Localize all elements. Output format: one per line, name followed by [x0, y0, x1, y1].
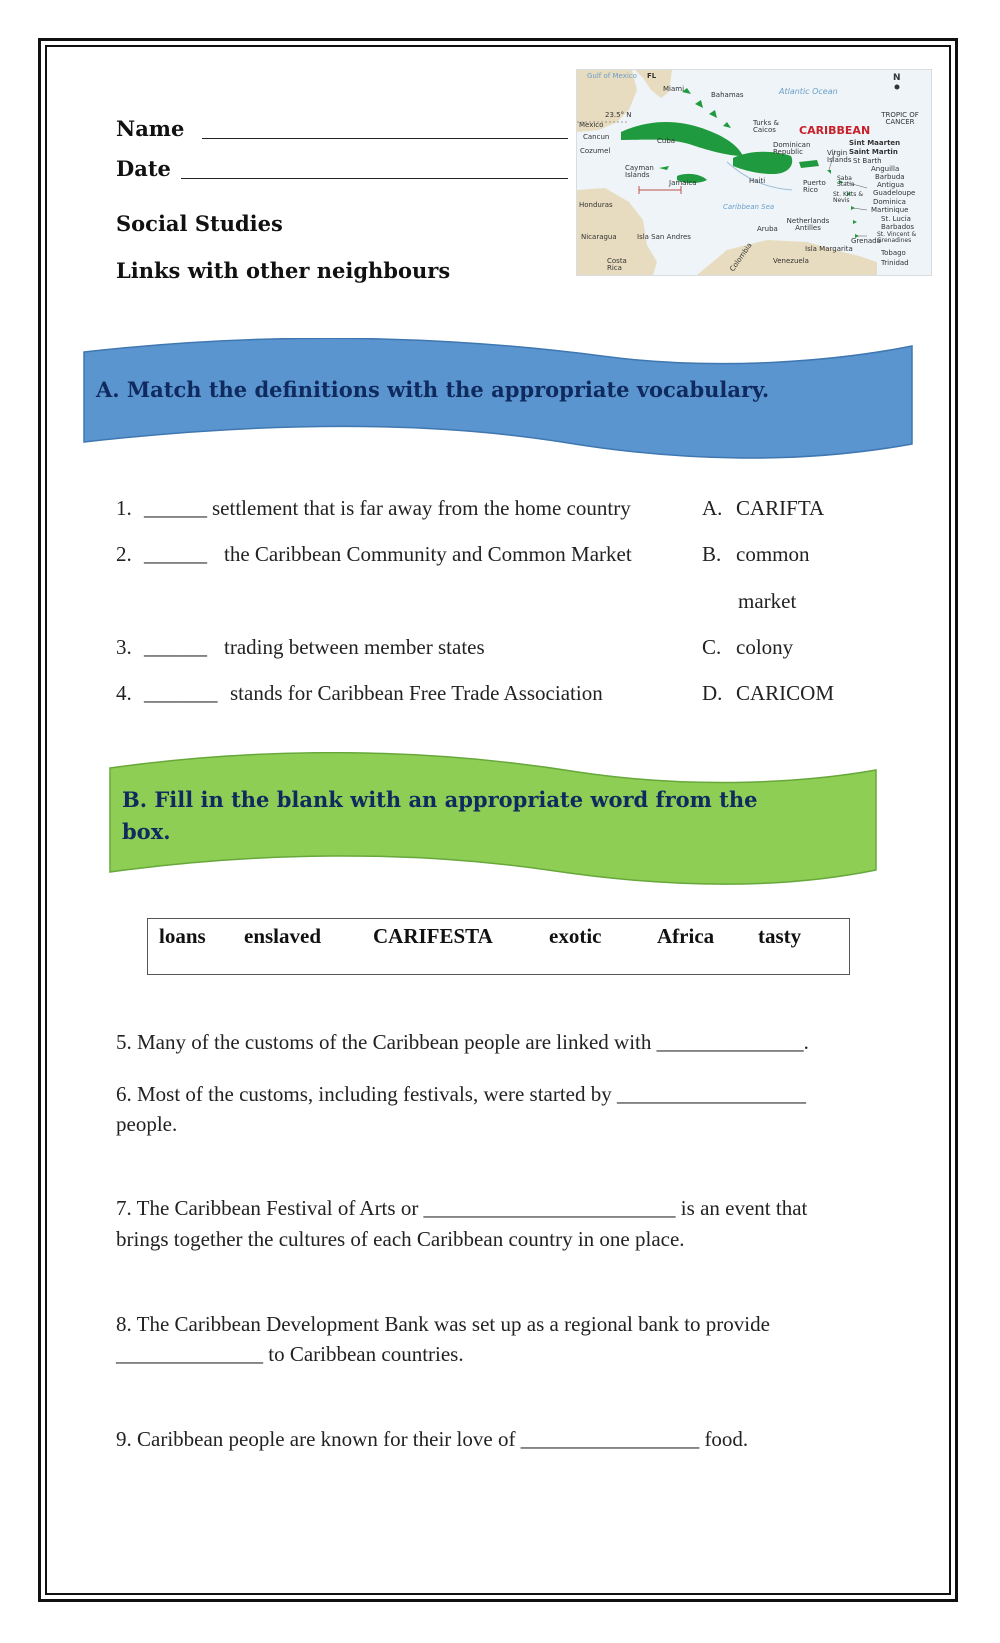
map-label-st-vincent: St. Vincent & Grenadines	[877, 231, 917, 244]
map-label-saba: Saba Statia	[837, 175, 855, 188]
option-b-letter: B.	[702, 542, 722, 566]
word-bank-enslaved: enslaved	[244, 924, 322, 948]
map-label-san-andres: Isla San Andres	[637, 233, 691, 241]
topic-title: Links with other neighbours	[116, 258, 451, 283]
map-label-miami: Miami	[663, 85, 685, 93]
map-label-sint-maarten: Sint Maarten	[849, 139, 901, 147]
map-label-venezuela: Venezuela	[773, 257, 809, 265]
word-bank-carifesta: CARIFESTA	[373, 924, 493, 948]
map-label-dominican: Dominican Republic	[773, 141, 811, 156]
question-4-number: 4.	[116, 681, 132, 705]
question-3-text: trading between member states	[224, 635, 485, 659]
question-7-line1[interactable]: 7. The Caribbean Festival of Arts or ________________________ is an event that	[116, 1196, 808, 1220]
map-label-atlantic: Atlantic Ocean	[779, 87, 838, 96]
map-label-cuba: Cuba	[657, 137, 676, 145]
option-d-letter: D.	[702, 681, 723, 705]
section-b-banner-shape	[108, 752, 878, 892]
word-bank-exotic: exotic	[549, 924, 602, 948]
map-label-bahamas: Bahamas	[711, 91, 744, 99]
section-a-title: A. Match the definitions with the appropriate vocabulary.	[96, 377, 770, 402]
map-label-gulf: Gulf of Mexico	[587, 72, 637, 80]
question-2-text: the Caribbean Community and Common Market	[224, 542, 632, 566]
cuba-island	[621, 122, 743, 156]
name-field[interactable]	[202, 138, 568, 139]
question-2-number: 2.	[116, 542, 132, 566]
map-label-tobago: Tobago	[881, 249, 906, 257]
word-bank-tasty: tasty	[758, 924, 802, 948]
question-8-line1: 8. The Caribbean Development Bank was set up as a regional bank to provide	[116, 1312, 770, 1336]
option-d-word: CARICOM	[736, 681, 835, 705]
map-label-colombia: Colombia	[728, 241, 754, 273]
map-label-trinidad: Trinidad	[881, 259, 909, 267]
map-label-st-lucia: St. Lucia	[881, 215, 911, 223]
question-6-line2: people.	[116, 1112, 178, 1136]
map-label-haiti: Haiti	[749, 177, 766, 185]
question-9[interactable]: 9. Caribbean people are known for their love of _________________ food.	[116, 1427, 749, 1451]
map-label-jamaica: Jamaica	[669, 179, 697, 187]
map-label-cayman: Cayman Islands	[625, 164, 654, 179]
map-label-antigua: Antigua	[877, 181, 905, 189]
question-4-text: stands for Caribbean Free Trade Association	[230, 681, 603, 705]
question-3-blank[interactable]: ______	[144, 635, 207, 659]
section-b-banner	[108, 752, 878, 892]
question-3-number: 3.	[116, 635, 132, 659]
map-label-st-barth: St Barth	[853, 157, 882, 165]
map-label-nicaragua: Nicaragua	[581, 233, 617, 241]
question-5[interactable]: 5. Many of the customs of the Caribbean people are linked with ______________.	[116, 1030, 809, 1054]
word-bank-loans: loans	[159, 924, 206, 948]
map-label-honduras: Honduras	[579, 201, 613, 209]
question-6-line1[interactable]: 6. Most of the customs, including festivals, were started by __________________	[116, 1082, 806, 1106]
map-label-saint-martin: Saint Martin	[849, 148, 898, 156]
question-8-line2[interactable]: ______________ to Caribbean countries.	[116, 1342, 464, 1366]
option-b-word: common	[736, 542, 810, 566]
option-a-word: CARIFTA	[736, 496, 825, 520]
option-c-letter: C.	[702, 635, 722, 659]
name-label: Name	[116, 116, 185, 141]
map-label-cozumel: Cozumel	[580, 147, 611, 155]
date-field[interactable]	[181, 178, 568, 179]
map-label-guadeloupe: Guadeloupe	[873, 189, 916, 197]
map-label-tropic: TROPIC OF CANCER	[881, 111, 919, 126]
map-label-latitude: 23.5° N	[605, 111, 632, 119]
map-label-fl: FL	[647, 72, 657, 80]
pointer-line	[853, 208, 867, 210]
question-4-blank[interactable]: _______	[144, 681, 218, 705]
map-label-cancun: Cancun	[583, 133, 610, 141]
map-label-dominica: Dominica	[873, 198, 906, 206]
section-b-title-line1: B. Fill in the blank with an appropriate word from the	[122, 787, 758, 812]
question-1-number: 1.	[116, 496, 132, 520]
option-b-word-continued: market	[738, 589, 797, 613]
option-a-letter: A.	[702, 496, 723, 520]
map-label-barbuda: Barbuda	[875, 173, 905, 181]
map-label-caribbean: CARIBBEAN	[799, 124, 871, 137]
map-label-north: N	[893, 73, 901, 83]
map-label-barbados: Barbados	[881, 223, 915, 231]
map-label-martinique: Martinique	[871, 206, 909, 214]
question-1-blank[interactable]: ______	[144, 496, 207, 520]
map-label-turks: Turks & Caicos	[753, 119, 779, 134]
date-label: Date	[116, 156, 171, 181]
map-label-mexico: Mexico	[579, 121, 604, 129]
north-arrow-dot	[895, 85, 900, 90]
map-label-puerto-rico: Puerto Rico	[803, 179, 826, 194]
subject-title: Social Studies	[116, 211, 283, 236]
caribbean-map	[576, 69, 932, 276]
map-label-anguilla: Anguilla	[871, 165, 900, 173]
map-label-costa-rica: Costa Rica	[607, 257, 627, 272]
map-label-aruba: Aruba	[757, 225, 778, 233]
map-label-caribbean-sea: Caribbean Sea	[723, 203, 775, 211]
map-label-st-kitts: St. Kitts & Nevis	[833, 191, 863, 204]
puerto-rico-island	[799, 160, 819, 168]
section-a-banner	[82, 338, 914, 460]
map-label-netherlands: Netherlands Antilles	[786, 217, 830, 232]
question-7-line2: brings together the cultures of each Caribbean country in one place.	[116, 1227, 685, 1251]
option-c-word: colony	[736, 635, 794, 659]
question-1-text: settlement that is far away from the home country	[212, 496, 631, 520]
word-bank-africa: Africa	[657, 924, 715, 948]
map-label-margarita: Isla Margarita	[805, 245, 853, 253]
cayman-islands-shape	[659, 166, 669, 170]
question-2-blank[interactable]: ______	[144, 542, 207, 566]
section-b-title-line2: box.	[122, 819, 171, 844]
map-label-grenada: Grenada	[851, 237, 881, 245]
map-label-virgin: Virgin Islands	[827, 149, 852, 164]
